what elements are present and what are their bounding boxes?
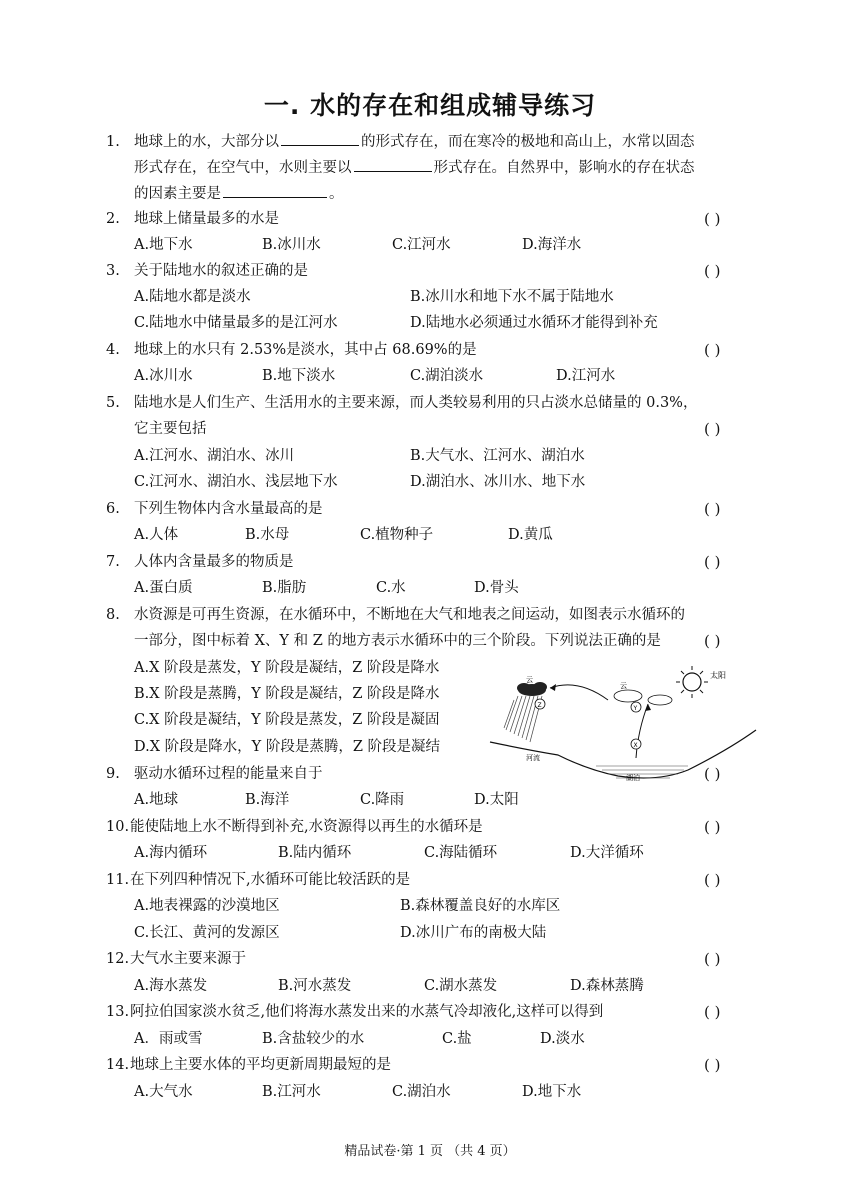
question-number: 13. <box>106 1004 130 1020</box>
answer-parentheses[interactable]: ( ) <box>704 420 721 438</box>
question-text: 的形式存在，而在寒冷的极地和高山上，水常以固态 <box>361 134 695 150</box>
question-text: 陆地水是人们生产、生活用水的主要来源，而人类较易利用的只占淡水总储量的 0.3%， <box>134 395 698 411</box>
option-b[interactable]: B.大气水、江河水、湖泊水 <box>410 448 585 464</box>
question-8-line-2 <box>0 628 860 654</box>
rain-cloud-icon <box>517 682 547 696</box>
option-a[interactable]: A.江河水、湖泊水、冰川 <box>134 448 295 464</box>
option-c[interactable]: C.湖泊淡水 <box>410 368 484 384</box>
question-number: 10. <box>106 819 130 835</box>
question-number: 6. <box>106 501 120 517</box>
answer-parentheses[interactable]: ( ) <box>704 765 721 783</box>
option-a[interactable]: A.大气水 <box>134 1084 193 1100</box>
option-c[interactable]: C.长江、黄河的发源区 <box>134 925 280 941</box>
question-2 <box>0 206 860 232</box>
option-c[interactable]: C.降雨 <box>360 792 405 808</box>
option-c[interactable]: C.湖泊水 <box>392 1084 451 1100</box>
sun-icon <box>676 666 708 698</box>
option-b[interactable]: B.水母 <box>245 527 290 543</box>
question-number: 12. <box>106 951 130 967</box>
options-row <box>0 469 860 495</box>
option-a[interactable]: A.地下水 <box>134 237 193 253</box>
lake-label: 湖泊 <box>626 774 640 782</box>
option-d[interactable]: D.湖泊水、冰川水、地下水 <box>410 474 586 490</box>
question-number: 9. <box>106 766 120 782</box>
options-row <box>0 522 860 548</box>
option-d[interactable]: D.森林蒸腾 <box>570 978 644 994</box>
question-7 <box>0 549 860 575</box>
option-a[interactable]: A.蛋白质 <box>134 580 193 596</box>
option-b[interactable]: B.地下淡水 <box>262 368 336 384</box>
page-footer: 精品试卷·第 1 页 （共 4 页） <box>344 1144 516 1159</box>
option-d[interactable]: D.陆地水必须通过水循环才能得到补充 <box>410 315 658 331</box>
answer-parentheses[interactable]: ( ) <box>704 950 721 968</box>
question-text: 它主要包括 <box>134 421 207 437</box>
option-c[interactable]: C.X 阶段是凝结，Y 阶段是蒸发，Z 阶段是凝固 <box>134 712 440 728</box>
option-b[interactable]: B.冰川水和地下水不属于陆地水 <box>410 289 614 305</box>
answer-parentheses[interactable]: ( ) <box>704 871 721 889</box>
option-a[interactable]: A.地表裸露的沙漠地区 <box>134 898 280 914</box>
question-text: 地球上储量最多的水是 <box>134 211 279 227</box>
page-title: 一. 水的存在和组成辅导练习 <box>263 91 597 120</box>
question-14 <box>0 1052 860 1078</box>
options-row <box>0 310 860 336</box>
question-12 <box>0 946 860 972</box>
option-d[interactable]: D.地下水 <box>522 1084 582 1100</box>
answer-blank[interactable] <box>281 129 359 146</box>
question-number: 11. <box>106 872 130 888</box>
question-13 <box>0 999 860 1025</box>
question-number: 2. <box>106 211 120 227</box>
option-d[interactable]: D.X 阶段是降水，Y 阶段是蒸腾，Z 阶段是凝结 <box>134 739 441 755</box>
question-text: 能使陆地上水不断得到补充,水资源得以再生的水循环是 <box>130 819 483 835</box>
option-a[interactable]: A.X 阶段是蒸发，Y 阶段是凝结，Z 阶段是降水 <box>134 660 440 676</box>
question-text: 形式存在，在空气中，水则主要以 <box>134 160 352 176</box>
option-b[interactable]: B.含盐较少的水 <box>262 1031 365 1047</box>
question-text: 大气水主要来源于 <box>130 951 246 967</box>
answer-parentheses[interactable]: ( ) <box>704 500 721 518</box>
question-11 <box>0 867 860 893</box>
question-number: 7. <box>106 554 120 570</box>
option-c[interactable]: C.江河水、湖泊水、浅层地下水 <box>134 474 338 490</box>
option-b[interactable]: B.海洋 <box>245 792 290 808</box>
option-a[interactable]: A.冰川水 <box>134 368 193 384</box>
question-text: 下列生物体内含水量最高的是 <box>134 501 323 517</box>
options-row <box>0 893 860 919</box>
stage-z-label: Z <box>537 702 542 709</box>
option-b[interactable]: B.江河水 <box>262 1084 321 1100</box>
option-a[interactable]: A.海内循环 <box>134 845 208 861</box>
sun-label: 太阳 <box>710 671 726 680</box>
options-row <box>0 232 860 258</box>
option-c[interactable]: C.陆地水中储量最多的是江河水 <box>134 315 338 331</box>
option-d[interactable]: D.大洋循环 <box>570 845 644 861</box>
stage-x-label: X <box>633 742 638 749</box>
answer-blank[interactable] <box>223 181 327 198</box>
question-text: 地球上的水只有 2.53%是淡水，其中占 68.69%的是 <box>134 342 477 358</box>
question-5 <box>0 390 860 416</box>
stage-y-label: Y <box>633 705 638 712</box>
options-row <box>0 443 860 469</box>
answer-parentheses[interactable]: ( ) <box>704 1056 721 1074</box>
answer-parentheses[interactable]: ( ) <box>704 262 721 280</box>
options-row <box>0 787 860 813</box>
option-a[interactable]: A.地球 <box>134 792 179 808</box>
answer-parentheses[interactable]: ( ) <box>704 210 721 228</box>
cloud-icon <box>614 690 672 705</box>
option-a[interactable]: A.人体 <box>134 527 179 543</box>
options-row <box>0 1079 860 1105</box>
flow-arrow <box>633 704 648 758</box>
question-1 <box>0 129 860 155</box>
question-1-line-3 <box>134 181 344 207</box>
option-c[interactable]: C.植物种子 <box>360 527 434 543</box>
question-text: 关于陆地水的叙述正确的是 <box>134 263 308 279</box>
option-d[interactable]: D.冰川广布的南极大陆 <box>400 925 547 941</box>
options-row <box>0 284 860 310</box>
option-b[interactable]: B.X 阶段是蒸腾，Y 阶段是凝结，Z 阶段是降水 <box>134 686 440 702</box>
question-8 <box>0 602 860 628</box>
options-row <box>0 973 860 999</box>
option-d[interactable]: D.淡水 <box>540 1031 585 1047</box>
answer-parentheses[interactable]: ( ) <box>704 632 721 650</box>
option-c[interactable]: C.盐 <box>442 1031 472 1047</box>
question-text: 形式存在。自然界中，影响水的存在状态 <box>433 160 695 176</box>
options-row <box>0 575 860 601</box>
question-number: 4. <box>106 342 120 358</box>
question-text: 的因素主要是 <box>134 186 221 202</box>
question-text: 地球上的水，大部分以 <box>134 134 279 150</box>
option-b[interactable]: B.脂肪 <box>262 580 307 596</box>
question-text: 水资源是可再生资源，在水循环中，不断地在大气和地表之间运动，如图表示水循环的 <box>134 607 685 623</box>
question-5-line-2 <box>0 416 860 442</box>
option-a[interactable]: A．雨或雪 <box>134 1031 203 1047</box>
option-c[interactable]: C.海陆循环 <box>424 845 498 861</box>
answer-parentheses[interactable]: ( ) <box>704 818 721 836</box>
option-c[interactable]: C.湖水蒸发 <box>424 978 498 994</box>
options-row <box>0 1026 860 1052</box>
option-d[interactable]: D.海洋水 <box>522 237 582 253</box>
question-text: 在下列四种情况下,水循环可能比较活跃的是 <box>130 872 411 888</box>
question-text: 地球上主要水体的平均更新周期最短的是 <box>130 1057 391 1073</box>
question-4 <box>0 337 860 363</box>
question-text: 。 <box>329 186 344 202</box>
option-b[interactable]: B.陆内循环 <box>278 845 352 861</box>
river-label: 河流 <box>526 754 540 762</box>
question-9 <box>0 761 860 787</box>
question-number: 1. <box>106 134 120 150</box>
question-6 <box>0 496 860 522</box>
question-number: 8. <box>106 607 120 623</box>
cloud-label: 云 <box>526 676 533 684</box>
option-b[interactable]: B.河水蒸发 <box>278 978 352 994</box>
question-number: 14. <box>106 1057 130 1073</box>
question-10 <box>0 814 860 840</box>
option-c[interactable]: C.水 <box>376 580 406 596</box>
question-number: 3. <box>106 263 120 279</box>
option-a[interactable]: A.海水蒸发 <box>134 978 208 994</box>
options-row <box>0 840 860 866</box>
answer-blank[interactable] <box>354 155 432 172</box>
answer-parentheses[interactable]: ( ) <box>704 341 721 359</box>
options-row <box>0 920 860 946</box>
question-text: 人体内含量最多的物质是 <box>134 554 294 570</box>
question-number: 5. <box>106 395 120 411</box>
question-text: 一部分，图中标着 X、Y 和 Z 的地方表示水循环中的三个阶段。下列说法正确的是 <box>134 633 661 649</box>
option-d[interactable]: D.黄瓜 <box>508 527 553 543</box>
answer-parentheses[interactable]: ( ) <box>704 553 721 571</box>
option-b[interactable]: B.森林覆盖良好的水库区 <box>400 898 561 914</box>
option-b[interactable]: B.冰川水 <box>262 237 321 253</box>
question-1-line-2 <box>134 155 695 181</box>
question-text: 驱动水循环过程的能量来自于 <box>134 766 323 782</box>
option-d[interactable]: D.骨头 <box>474 580 519 596</box>
option-a[interactable]: A.陆地水都是淡水 <box>134 289 251 305</box>
question-3 <box>0 258 860 284</box>
options-row <box>0 363 860 389</box>
option-d[interactable]: D.太阳 <box>474 792 519 808</box>
question-text: 阿拉伯国家淡水贫乏,他们将海水蒸发出来的水蒸气冷却液化,这样可以得到 <box>130 1004 604 1020</box>
answer-parentheses[interactable]: ( ) <box>704 1003 721 1021</box>
option-c[interactable]: C.江河水 <box>392 237 451 253</box>
option-d[interactable]: D.江河水 <box>556 368 616 384</box>
cloud-label: 云 <box>620 682 627 690</box>
flow-arrow <box>550 685 608 700</box>
